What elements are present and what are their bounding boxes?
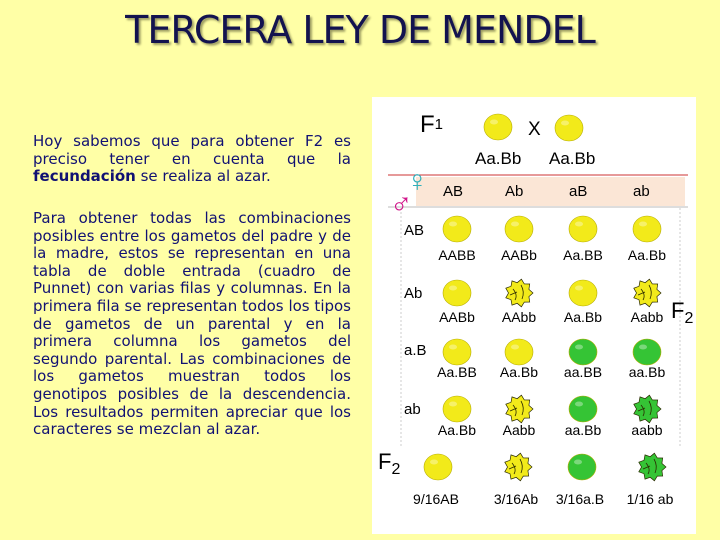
genotype-r4-c3: aa.Bb (564, 422, 602, 438)
summary-ratio-3: 3/16a.B (555, 491, 605, 507)
f2-left-letter: F (378, 449, 392, 474)
parent-right-genotype: Aa.Bb (549, 149, 596, 168)
pea-highlight (449, 286, 457, 291)
column-header-4: ab (633, 183, 650, 200)
pea-body-wrinkled (506, 279, 533, 307)
row-gamete-2: Ab (404, 285, 423, 302)
f1-letter: F (420, 111, 435, 138)
genotype-r2-c4: Aabb (630, 309, 664, 325)
pea-r3-c4 (633, 339, 661, 365)
f2-right-letter: F (671, 298, 685, 323)
summary-ratio-4: 1/16 ab (626, 491, 674, 507)
summary-pea-2 (505, 453, 532, 481)
pea-body-wrinkled (505, 453, 532, 481)
phenotype-summary (413, 453, 674, 507)
pea-r4-c4 (634, 395, 661, 423)
f1-label (420, 111, 443, 138)
column-header-2: Ab (505, 183, 524, 200)
pea-body (633, 339, 661, 365)
pea-body (484, 114, 512, 140)
pea-r1-c2 (505, 216, 533, 242)
parent-left-genotype: Aa.Bb (475, 149, 522, 168)
pea-highlight (449, 345, 457, 350)
pea-body (443, 216, 471, 242)
row-gamete-1: AB (404, 222, 425, 239)
pea-r2-c4 (634, 279, 661, 307)
genotype-r3-c3: aa.BB (563, 364, 603, 380)
pea-body (569, 339, 597, 365)
summary-pea-4 (639, 453, 666, 481)
pea-r4-c1 (443, 396, 471, 422)
f2-right-label (671, 298, 693, 327)
genotype-r4-c2: Aabb (502, 422, 536, 438)
pea-r1-c4 (633, 216, 661, 242)
page-title: TERCERA LEY DE MENDEL (125, 8, 595, 52)
pea-r2-c2 (506, 279, 533, 307)
genotype-r1-c4: Aa.Bb (627, 247, 667, 263)
genotype-r2-c3: Aa.Bb (563, 309, 603, 325)
pea-body (633, 216, 661, 242)
pea-r2-c1 (443, 280, 471, 306)
genotype-r3-c2: Aa.Bb (499, 364, 539, 380)
pea-r3-c2 (505, 339, 533, 365)
summary-pea-1 (424, 454, 452, 480)
intro-text: Hoy sabemos que para obtener F2 es preciso tener en cuenta que la (33, 132, 351, 168)
intro-bold-term: fecundación (33, 167, 136, 186)
pea-body (424, 454, 452, 480)
f2-left-label (378, 449, 400, 478)
pea-body (443, 280, 471, 306)
pea-body (443, 339, 471, 365)
genotype-r1-c3: Aa.BB (563, 247, 603, 263)
parent-right-pea (555, 115, 583, 141)
pea-highlight (511, 345, 519, 350)
column-header-3: aB (569, 183, 588, 200)
pea-body-wrinkled (506, 395, 533, 423)
pea-highlight (575, 222, 583, 227)
pea-r2-c3 (569, 280, 597, 306)
pea-body (569, 280, 597, 306)
pea-highlight (639, 345, 647, 350)
summary-pea-3 (568, 454, 596, 480)
pea-body (568, 454, 596, 480)
parent-left-pea (484, 114, 512, 140)
pea-r1-c1 (443, 216, 471, 242)
pea-body (505, 339, 533, 365)
pea-highlight (575, 402, 583, 407)
pea-body (443, 396, 471, 422)
female-symbol: ♀ (406, 165, 429, 198)
pea-highlight (511, 222, 519, 227)
pea-highlight (449, 402, 457, 407)
pea-body-wrinkled (634, 279, 661, 307)
pea-body (555, 115, 583, 141)
punnett-figure (372, 97, 696, 534)
pea-body (569, 216, 597, 242)
genotype-r4-c4: aabb (631, 422, 663, 438)
pea-body (505, 216, 533, 242)
genotype-r3-c4: aa.Bb (628, 364, 666, 380)
pea-body-wrinkled (639, 453, 666, 481)
pea-highlight (490, 120, 498, 125)
intro-text-end: se realiza al azar. (135, 167, 271, 186)
pea-highlight (430, 460, 438, 465)
genotype-r1-c1: AABB (438, 247, 476, 263)
f2-right-subscript: 2 (684, 310, 694, 327)
pea-r3-c1 (443, 339, 471, 365)
male-symbol: ♂ (390, 187, 413, 220)
pea-body (569, 396, 597, 422)
pea-highlight (639, 222, 647, 227)
genotype-r1-c2: AABb (501, 247, 537, 263)
pea-r4-c3 (569, 396, 597, 422)
row-gamete-4: ab (404, 401, 421, 418)
pea-r4-c2 (506, 395, 533, 423)
genotype-r4-c1: Aa.Bb (437, 422, 477, 438)
pea-r3-c3 (569, 339, 597, 365)
genotype-r3-c1: Aa.BB (437, 364, 477, 380)
pea-highlight (575, 345, 583, 350)
pea-highlight (574, 460, 582, 465)
genotype-r2-c2: AAbb (501, 309, 537, 325)
cross-symbol: X (528, 119, 541, 140)
column-header-1: AB (443, 183, 464, 200)
paragraph-explanation: Para obtener todas las combinaciones posibles entre los gametos del padre y de la madre, estos se representan en una tabla de doble entrada (cuadro de Punnet) con varias filas y columnas. En la primera fila se representan todos los tipos de gametos de un parental y en la primera columna los gametos del segundo parental. Las combinaciones de los gametos muestran todos los genotipos posibles de la descendencia. Los resultados permiten apreciar que los caracteres se mezclan al azar. (33, 209, 351, 439)
paragraph-intro (33, 133, 351, 186)
summary-ratio-2: 3/16Ab (493, 491, 539, 507)
punnett-grid (404, 216, 666, 438)
pea-highlight (561, 121, 569, 126)
genotype-r2-c1: AABb (439, 309, 475, 325)
row-gamete-3: a.B (404, 342, 427, 359)
f1-subscript: 1 (434, 116, 444, 133)
summary-ratio-1: 9/16AB (413, 491, 459, 507)
f2-left-subscript: 2 (391, 461, 401, 478)
pea-body-wrinkled (634, 395, 661, 423)
pea-highlight (575, 286, 583, 291)
pea-highlight (449, 222, 457, 227)
pea-r1-c3 (569, 216, 597, 242)
punnett-diagram (372, 97, 696, 534)
